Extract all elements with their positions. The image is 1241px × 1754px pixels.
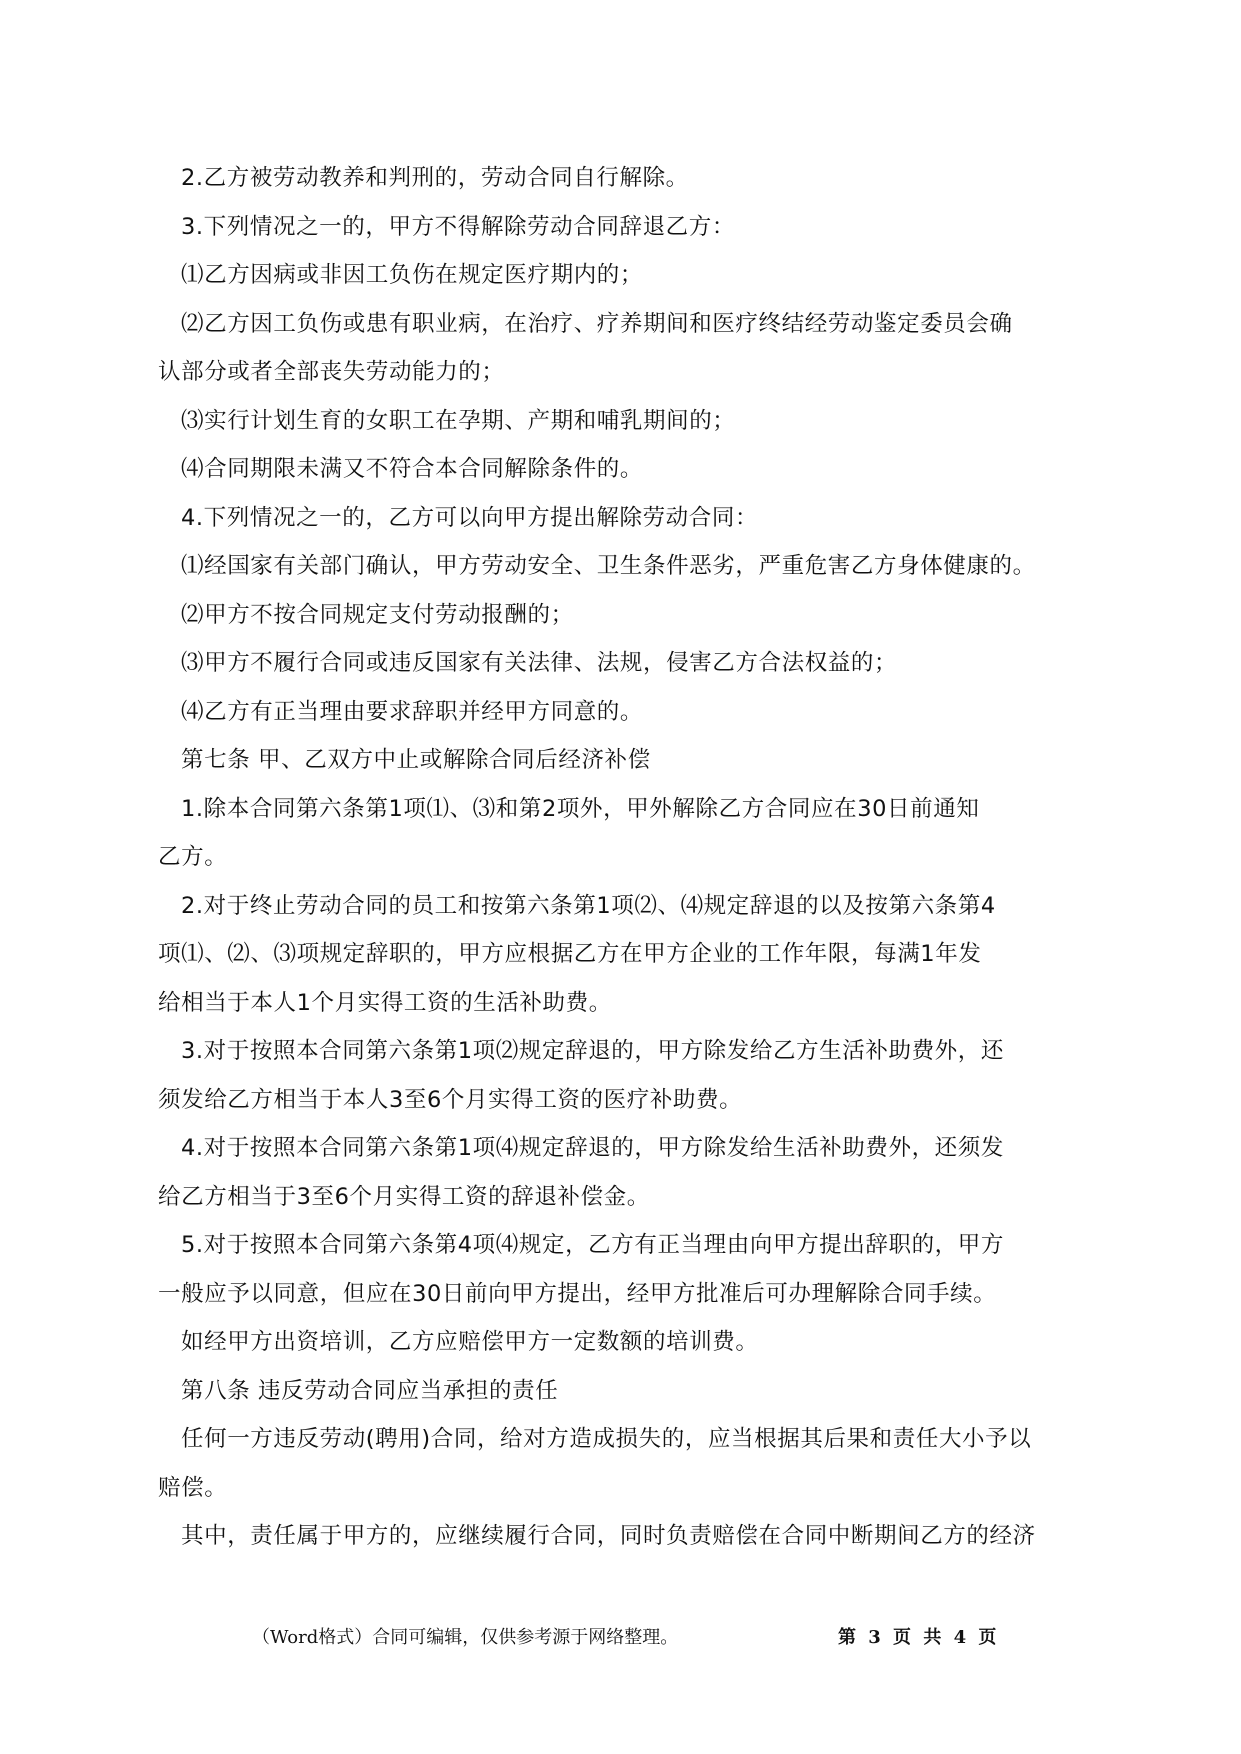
paragraph: 5.对于按照本合同第六条第4项⑷规定，乙方有正当理由向甲方提出辞职的，甲方 (181, 1232, 1004, 1258)
paragraph: 2.对于终止劳动合同的员工和按第六条第1项⑵、⑷规定辞退的以及按第六条第4 (181, 892, 996, 919)
paragraph: 4.下列情况之一的，乙方可以向甲方提出解除劳动合同： (181, 504, 759, 531)
paragraph: 给相当于本人1个月实得工资的生活补助费。 (158, 989, 612, 1016)
document-body (158, 154, 1093, 1561)
paragraph: 4.对于按照本合同第六条第1项⑷规定辞退的，甲方除发给生活补助费外，还须发 (181, 1135, 1004, 1161)
footer-note: （Word格式）合同可编辑，仅供参考源于网络整理。 (252, 1627, 679, 1648)
paragraph: ⑴乙方因病或非因工负伤在规定医疗期内的； (181, 262, 644, 288)
paragraph: ⑶实行计划生育的女职工在孕期、产期和哺乳期间的； (181, 407, 736, 434)
paragraph: ⑴经国家有关部门确认，甲方劳动安全、卫生条件恶劣，严重危害乙方身体健康的。 (181, 553, 1036, 579)
paragraph: 一般应予以同意，但应在30日前向甲方提出，经甲方批准后可办理解除合同手续。 (158, 1280, 997, 1307)
paragraph: 给乙方相当于3至6个月实得工资的辞退补偿金。 (158, 1183, 650, 1210)
paragraph: ⑶甲方不履行合同或违反国家有关法律、法规，侵害乙方合法权益的； (181, 650, 898, 676)
paragraph: 3.下列情况之一的，甲方不得解除劳动合同辞退乙方： (181, 213, 735, 240)
paragraph: 项⑴、⑵、⑶项规定辞职的，甲方应根据乙方在甲方企业的工作年限，每满1年发 (158, 941, 982, 967)
paragraph: 认部分或者全部丧失劳动能力的； (158, 359, 505, 385)
paragraph: 须发给乙方相当于本人3至6个月实得工资的医疗补助费。 (158, 1086, 743, 1113)
paragraph: 其中，责任属于甲方的，应继续履行合同，同时负责赔偿在合同中断期间乙方的经济 (181, 1523, 1036, 1549)
paragraph: 乙方。 (158, 844, 228, 870)
paragraph: 赔偿。 (158, 1474, 228, 1501)
paragraph: 3.对于按照本合同第六条第1项⑵规定辞退的，甲方除发给乙方生活补助费外，还 (181, 1038, 1004, 1064)
paragraph: 如经甲方出资培训，乙方应赔偿甲方一定数额的培训费。 (181, 1329, 759, 1355)
section-heading: 第八条 违反劳动合同应当承担的责任 (181, 1377, 559, 1404)
page-number: 第 3 页 共 4 页 (838, 1627, 1000, 1648)
paragraph: ⑵乙方因工负伤或患有职业病，在治疗、疗养期间和医疗终结经劳动鉴定委员会确 (181, 310, 1013, 337)
section-heading: 第七条 甲、乙双方中止或解除合同后经济补偿 (181, 747, 651, 773)
paragraph: 任何一方违反劳动(聘用)合同，给对方造成损失的，应当根据其后果和责任大小予以 (181, 1426, 1032, 1452)
paragraph: ⑵甲方不按合同规定支付劳动报酬的； (181, 601, 574, 628)
paragraph: 2.乙方被劳动教养和判刑的，劳动合同自行解除。 (181, 165, 689, 191)
paragraph: 1.除本合同第六条第1项⑴、⑶和第2项外，甲外解除乙方合同应在30日前通知 (181, 795, 980, 822)
paragraph: ⑷乙方有正当理由要求辞职并经甲方同意的。 (181, 698, 644, 725)
paragraph: ⑷合同期限未满又不符合本合同解除条件的。 (181, 456, 644, 482)
